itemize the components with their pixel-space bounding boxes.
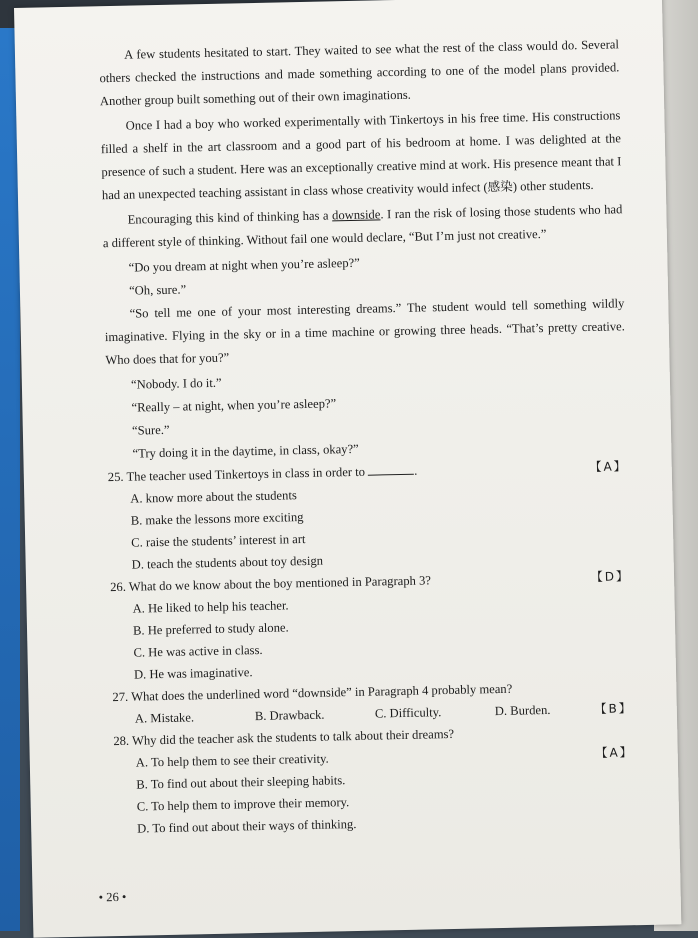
option: B. make the lessons more exciting <box>130 510 304 528</box>
option: B. Drawback. <box>254 707 325 724</box>
option: B. To find out about their sleeping habits. <box>136 773 346 792</box>
option: B. He preferred to study alone. <box>132 620 289 638</box>
option: D. teach the students about toy design <box>131 553 324 572</box>
option: A. Mistake. <box>134 710 195 726</box>
question-26 <box>110 565 632 686</box>
option: A. know more about the students <box>130 488 297 506</box>
answer-mark: 【A】 <box>589 459 628 475</box>
option: C. Difficulty. <box>374 705 442 721</box>
option: A. To help them to see their creativity. 【A】 <box>136 741 634 773</box>
paragraph-3: Once I had a boy who worked experimentally with Tinkertoys in his free time. His constructions filled a shelf in the art classroom and a good part of his bedroom at home. I was delighted at the presence of such a student. Here was an exceptionally creative mind at work. His presence meant that I had an unexpected teaching assistant in class whose creativity would infect (感染) other students. <box>100 108 622 203</box>
paragraph-2: A few students hesitated to start. They waited to see what the rest of the class would do. Several others checked the instructions and made something according to one of the model plans provided. Another group built something out of their own imaginations. <box>99 37 620 109</box>
question-25 <box>108 455 630 576</box>
book-page <box>14 0 681 938</box>
answer-mark: 【A】 <box>595 745 634 760</box>
option: C. To help them to improve their memory. <box>136 795 350 814</box>
dialogue-line: “So tell me one of your most interesting dreams.” The student would tell something wildly imaginative. Flying in the sky or in a time machine or growing three heads. “That’s pretty creative. Who does that for you?” <box>104 296 625 368</box>
answer-blank <box>368 474 414 476</box>
dialogue-line: “Really – at night, when you’re asleep?” <box>131 396 337 415</box>
answer-mark: 【D】 <box>590 569 631 585</box>
page-number: • 26 • <box>98 889 127 905</box>
question-stem: 27. What does the underlined word “downside” in Paragraph 4 probably mean? <box>112 681 513 705</box>
question-28 <box>113 719 635 840</box>
option: D. He was imaginative. <box>133 665 253 682</box>
question-stem: 25. The teacher used Tinkertoys in class in order to . 【A】 <box>108 455 628 488</box>
question-stem: 26. What do we know about the boy mentioned in Paragraph 3? 【D】 <box>110 565 630 598</box>
option: D. Burden. <box>494 702 551 719</box>
underlined-word: downside <box>331 207 381 223</box>
option: C. raise the students’ interest in art <box>131 532 306 550</box>
option: C. He was active in class. <box>133 642 263 660</box>
page-content <box>99 33 636 840</box>
question-stem: 28. Why did the teacher ask the students to talk about their dreams? <box>113 726 455 749</box>
paragraph-4: Encouraging this kind of thinking has a downside. I ran the risk of losing those students who had a different style of thinking. Without fail one would declare, “But I’m just not creative.” <box>102 202 623 251</box>
dialogue-line: “Sure.” <box>131 422 170 438</box>
answer-mark: 【B】 <box>594 701 633 716</box>
dialogue-line: “Oh, sure.” <box>128 282 187 298</box>
option: D. To find out about their ways of thinking. <box>137 817 357 836</box>
dialogue-line: “Try doing it in the daytime, in class, okay?” <box>132 441 359 461</box>
option: A. He liked to help his teacher. <box>132 598 289 616</box>
dialogue-line: “Do you dream at night when you’re asleep?” <box>128 255 360 275</box>
dialogue-line: “Nobody. I do it.” <box>130 375 222 392</box>
